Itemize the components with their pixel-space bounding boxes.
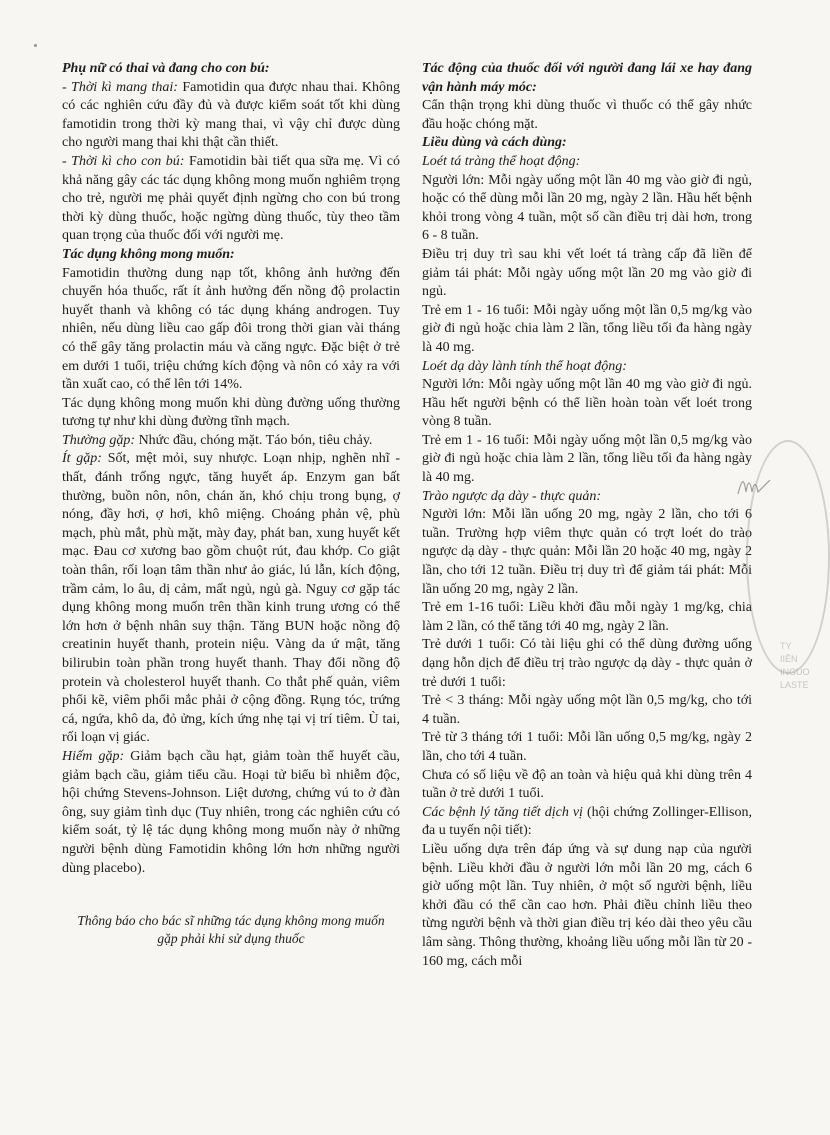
label-pregnancy: - Thời kì mang thai: xyxy=(62,79,178,95)
right-column xyxy=(422,60,752,971)
left-column xyxy=(62,60,400,948)
stamp-text xyxy=(780,640,810,750)
paragraph-reflux-infant: Trẻ dưới 1 tuổi: Có tài liệu ghi có thể dùng đường uống dạng hỗn dịch để điều trị trào ngược dạ dày - thực quản ở trẻ dưới 1 tuổi: xyxy=(422,637,752,690)
paragraph-adverse-intro: Famotidin thường dung nạp tốt, không ảnh hưởng đến chuyển hóa thuốc, rất ít ảnh hưởng đến nồng độ prolactin huyết thanh và không có tác dụng kháng androgen. Tuy nhiên, nếu dùng liều cao gấp đôi trong thời gian vài tháng có thể gây tăng prolactin máu và căng ngực. Đặc biệt ở trẻ em dưới 1 tuổi, triệu chứng kích động và nôn có xảy ra với tần xuất cao, có thể lên tới 14%. xyxy=(62,265,400,393)
paragraph-pregnancy xyxy=(62,79,400,153)
stamp-line: INGUO xyxy=(780,667,810,677)
paragraph-reflux-safety: Chưa có số liệu về độ an toàn và hiệu quả khi dùng trên 4 tuần ở trẻ dưới 1 tuổi. xyxy=(422,767,752,802)
heading-dosage: Liều dùng và cách dùng: xyxy=(422,135,567,151)
stamp-line: LASTE xyxy=(780,680,809,690)
text-pregnancy: Famotidin qua được nhau thai. Không có các nghiên cứu đầy đủ và được kiểm soát tốt khi dùng famotidin trong thời kỳ mang thai, vì vậy chỉ được dùng cho người mang thai khi thật cần thiết. xyxy=(62,79,401,151)
subheading-reflux: Trào ngược dạ dày - thực quản: xyxy=(422,488,602,504)
paragraph-driving: Cẩn thận trọng khi dùng thuốc vì thuốc có thể gây nhức đầu hoặc chóng mặt. xyxy=(422,98,752,132)
subheading-hypersecretory: Các bệnh lý tăng tiết dịch vị xyxy=(422,804,583,820)
paragraph-reflux-children: Trẻ em 1-16 tuổi: Liều khởi đầu mỗi ngày 1 mg/kg, chia làm 2 lần, có thể tăng tới 40 mg, ngày 2 lần. xyxy=(422,600,752,634)
paragraph-rare xyxy=(62,748,400,878)
paragraph-uncommon xyxy=(62,450,400,748)
paragraph-adverse-route: Tác dụng không mong muốn khi dùng đường uống thường tương tự như khi dùng đường tĩnh mạch. xyxy=(62,395,400,430)
paragraph-hypersecretory-heading xyxy=(422,804,752,841)
subheading-hypersecretory-rest: (hội chứng Zollinger-Ellison, đa u tuyến nội tiết): xyxy=(422,804,752,839)
text-common: Nhức đầu, chóng mặt. Táo bón, tiêu chảy. xyxy=(135,432,373,448)
heading-pregnancy: Phụ nữ có thai và đang cho con bú: xyxy=(62,61,270,76)
paragraph-duodenal-children: Trẻ em 1 - 16 tuổi: Mỗi ngày uống một lần 0,5 mg/kg vào giờ đi ngủ hoặc chia làm 2 lần, tổng liều tối đa hàng ngày là 40 mg. xyxy=(422,302,752,355)
paragraph-reflux-under-3-months: Trẻ < 3 tháng: Mỗi ngày uống một lần 0,5 mg/kg, cho tới 4 tuần. xyxy=(422,693,752,727)
doctor-notice: Thông báo cho bác sĩ những tác dụng không mong muốn gặp phải khi sử dụng thuốc xyxy=(77,913,385,947)
text-uncommon: Sốt, mệt mỏi, suy nhược. Loạn nhịp, nghẽn nhĩ - thất, đánh trống ngực, tăng huyết áp. Enzym gan bất thường, buồn nôn, nôn, chán ăn, khó chịu trong bụng, ợ nóng, đầy hơi, ợ hơi, khô miệng. Choáng phản vệ, phù mạch, phù mắt, phù mặt, mày đay, phát ban, xung huyết kết mạc. Đau cơ xương bao gồm chuột rút, đau khớp. Co giật toàn thân, rối loạn tâm thần như ảo giác, lú lẫn, kích động, trầm cảm, lo âu, dị cảm, mất ngủ, ngủ gà. Nguy cơ gặp tác dụng không mong muốn trên thần kinh trung ương có thể lớn hơn ở bệnh nhân suy thận. Tăng BUN hoặc nồng độ creatinin huyết thanh, protein niệu. Vàng da ứ mật, tăng bilirubin toàn phần trong huyết thanh. Thay đổi nồng độ protein và cholesterol huyết thanh. Co thắt phế quản, viêm phổi kẽ, viêm phổi mắc phải ở cộng đồng. Rụng tóc, trứng cá, ngứa, khô da, đỏ ửng, kích ứng nhẹ tại vị trí tiêm. Ù tai, rối loạn vị giác. xyxy=(62,451,400,746)
scan-speck xyxy=(34,44,37,47)
label-rare: Hiếm gặp: xyxy=(62,748,125,764)
stamp-line: TY xyxy=(780,641,792,651)
paragraph-lactation xyxy=(62,153,400,246)
paragraph-hypersecretory: Liều uống dựa trên đáp ứng và sự dung nạp của người bệnh. Liều khởi đầu ở người lớn mỗi lần 20 mg, cách 6 giờ uống một lần. Tuy nhiên, ở một số người bệnh, liều khởi đầu có thể cần cao hơn. Phải điều chỉnh liều theo từng người bệnh và thời gian điều trị kéo dài theo yêu cầu lâm sàng. Thông thường, khoảng liều uống mỗi lần từ 20 - 160 mg, cách mỗi xyxy=(422,841,752,969)
subheading-duodenal-ulcer: Loét tá tràng thể hoạt động: xyxy=(422,153,581,169)
label-common: Thường gặp: xyxy=(62,432,136,448)
label-lactation: - Thời kì cho con bú: xyxy=(62,153,185,169)
subheading-gastric-ulcer: Loét dạ dày lành tính thể hoạt động: xyxy=(422,358,627,374)
paragraph-reflux-adult: Người lớn: Mỗi lần uống 20 mg, ngày 2 lần, cho tới 6 tuần. Trường hợp viêm thực quản có trợt loét do trào ngược dạ dày - thực quản: Mỗi lần 20 hoặc 40 mg, ngày 2 lần, cho tới 12 tuần. Điều trị duy trì để giảm tái phát: Mỗi lần uống 20 mg, ngày 2 lần. xyxy=(422,507,752,597)
stamp-line: IIÊN xyxy=(780,654,798,664)
heading-driving: Tác động của thuốc đối với người đang lái xe hay đang vận hành máy móc: xyxy=(422,61,752,95)
paragraph-gastric-children: Trẻ em 1 - 16 tuổi: Mỗi ngày uống một lần 0,5 mg/kg vào giờ đi ngủ hoặc chia làm 2 lần, tổng liều tối đa hàng ngày là 40 mg. xyxy=(422,432,752,486)
signature-mark xyxy=(736,474,772,498)
label-uncommon: Ít gặp: xyxy=(62,451,102,467)
heading-adverse-effects: Tác dụng không mong muốn: xyxy=(62,246,235,262)
paragraph-duodenal-adult: Người lớn: Mỗi ngày uống một lần 40 mg vào giờ đi ngủ, hoặc có thể dùng mỗi lần 20 mg, ngày 2 lần. Hầu hết bệnh khỏi trong vòng 4 tuần, một số cần điều trị dài hơn, trong 6 - 8 tuần. xyxy=(422,172,752,244)
text-lactation: Famotidin bài tiết qua sữa mẹ. Vì có khả năng gây các tác dụng không mong muốn nghiêm trọng cho trẻ, người mẹ phải quyết định ngừng cho con bú trong thời kỳ dùng thuốc, hoặc ngừng dùng thuốc, tùy theo tầm quan trọng của thuốc đối với người mẹ. xyxy=(62,153,400,244)
paragraph-duodenal-maintenance: Điều trị duy trì sau khi vết loét tá tràng cấp đã liền để giảm tái phát: Mỗi ngày uống một lần 20 mg vào giờ đi ngủ. xyxy=(422,246,752,300)
paragraph-reflux-3-to-12-months: Trẻ từ 3 tháng tới 1 tuổi: Mỗi lần uống 0,5 mg/kg, ngày 2 lần, cho tới 4 tuần. xyxy=(422,730,752,764)
text-rare: Giảm bạch cầu hạt, giảm toàn thể huyết cầu, giảm bạch cầu, giảm tiểu cầu. Hoại tử biểu bì nhiễm độc, hội chứng Stevens-Johnson. Liệt dương, chứng vú to ở đàn ông, suy giảm tình dục (Tuy nhiên, trong các nghiên cứu có kiểm soát, tỷ lệ tác dụng không mong muốn này ở những người bệnh dùng Famotidin không lớn hơn những người dùng placebo). xyxy=(62,748,400,876)
paragraph-gastric-adult: Người lớn: Mỗi ngày uống một lần 40 mg vào giờ đi ngủ. Hầu hết người bệnh có thể liền hoàn toàn vết loét trong vòng 8 tuần. xyxy=(422,377,752,430)
paragraph-common xyxy=(62,432,400,451)
